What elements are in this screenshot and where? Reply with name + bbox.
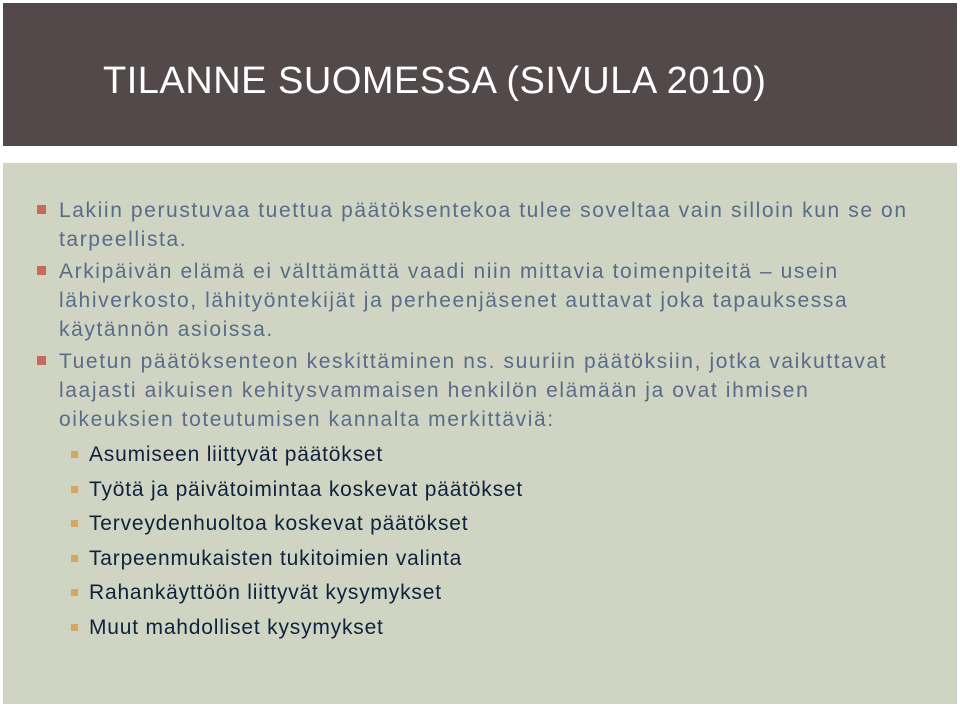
bullet-text: Tuetun päätöksenteon keskittäminen ns. suuriin päätöksiin, jotka vaikuttavat laajasti aikuisen kehitysvammaisen henkilön elämään ja ovat ihmisen oikeuksien toteutumisen kannalta merkittäviä: [59, 350, 888, 431]
subbullet-item [59, 442, 917, 468]
bullet-text: Lakiin perustuvaa tuettua päätöksentekoa tulee soveltaa vain silloin kun se on tarpeellista. [59, 199, 908, 251]
square-bullet-icon [37, 205, 46, 214]
subbullet-text: Muut mahdolliset kysymykset [89, 615, 384, 639]
subbullet-list [59, 442, 917, 641]
square-subbullet-icon [71, 486, 78, 493]
bullet-item [3, 196, 957, 254]
subbullet-text: Tarpeenmukaisten tukitoimien valinta [89, 546, 463, 570]
subbullet-text: Asumiseen liittyvät päätökset [89, 443, 383, 466]
bullet-list [3, 196, 957, 649]
subbullet-item [59, 546, 917, 572]
square-subbullet-icon [71, 451, 78, 458]
square-subbullet-icon [71, 520, 78, 527]
square-subbullet-icon [71, 624, 78, 631]
subbullet-item [59, 511, 917, 537]
bullet-text: Arkipäivän elämä ei välttämättä vaadi niin mittavia toimenpiteitä – usein lähiverkosto, lähityöntekijät ja perheenjäsenet auttavat joka tapauksessa käytännön asioissa. [59, 260, 849, 341]
square-bullet-icon [37, 356, 46, 365]
bullet-item [3, 347, 957, 641]
content-area [3, 163, 957, 704]
subbullet-item [59, 477, 917, 503]
slide-title: TILANNE SUOMESSA (SIVULA 2010) [103, 60, 767, 102]
square-subbullet-icon [71, 555, 78, 562]
subbullet-text: Terveydenhuoltoa koskevat päätökset [89, 512, 469, 535]
subbullet-text: Työtä ja päivätoimintaa koskevat päätökset [89, 477, 523, 501]
subbullet-text: Rahankäyttöön liittyvät kysymykset [89, 581, 442, 604]
bullet-item [3, 257, 957, 344]
subbullet-item [59, 580, 917, 606]
subbullet-item [59, 615, 917, 641]
title-bar [3, 3, 957, 146]
square-bullet-icon [37, 266, 46, 275]
square-subbullet-icon [71, 589, 78, 596]
